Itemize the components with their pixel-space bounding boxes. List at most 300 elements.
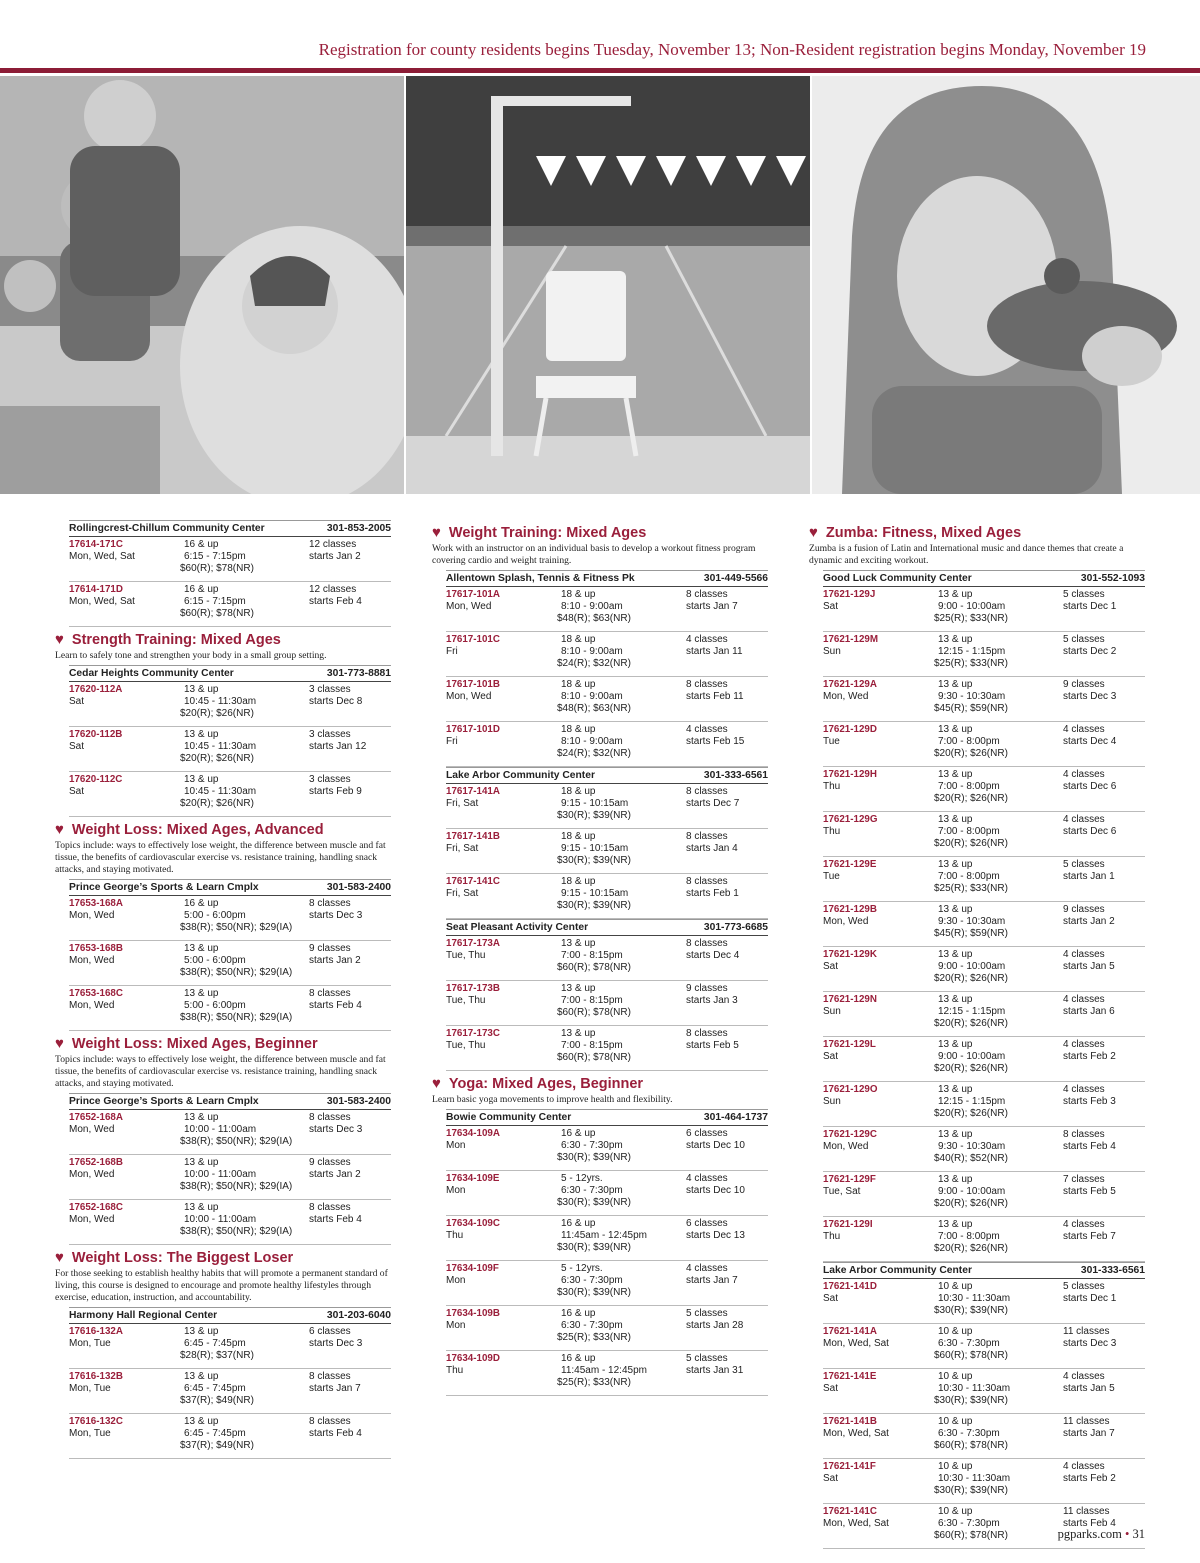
class-code[interactable]: 17620-112A xyxy=(69,684,123,695)
class-code[interactable]: 17617-141B xyxy=(446,831,500,842)
class-time: 10:00 - 11:00am xyxy=(184,1124,257,1135)
class-age: 13 & up xyxy=(184,1371,219,1382)
class-age: 13 & up xyxy=(184,1326,219,1337)
class-start: starts Dec 4 xyxy=(1063,736,1117,747)
class-time: 9:15 - 10:15am xyxy=(561,798,629,809)
class-entry xyxy=(823,1369,1145,1414)
class-code[interactable]: 17621-129B xyxy=(823,904,877,915)
class-count: 9 classes xyxy=(309,1157,351,1168)
class-fee: $30(R); $39(NR) xyxy=(934,1395,1008,1406)
class-fee: $60(R); $78(NR) xyxy=(934,1350,1008,1361)
class-days: Tue xyxy=(823,736,840,747)
class-count: 8 classes xyxy=(686,831,728,842)
class-age: 5 - 12yrs. xyxy=(561,1173,603,1184)
class-code[interactable]: 17621-129G xyxy=(823,814,878,825)
class-fee: $60(R); $78(NR) xyxy=(934,1530,1008,1541)
class-entry xyxy=(446,1306,768,1351)
class-age: 13 & up xyxy=(184,774,219,785)
heart-icon: ♥ xyxy=(432,1075,441,1092)
class-entry xyxy=(446,936,768,981)
class-age: 13 & up xyxy=(938,634,973,645)
venue-block xyxy=(446,570,768,767)
class-days: Mon xyxy=(446,1140,466,1151)
class-code[interactable]: 17621-141D xyxy=(823,1281,877,1292)
class-fee: $30(R); $39(NR) xyxy=(934,1305,1008,1316)
section-title xyxy=(55,1035,391,1052)
class-age: 13 & up xyxy=(561,1028,596,1039)
venue-name: Lake Arbor Community Center xyxy=(446,770,595,781)
class-fee: $60(R); $78(NR) xyxy=(180,563,254,574)
venue-header xyxy=(823,1263,1145,1279)
class-start: starts Feb 4 xyxy=(309,1000,362,1011)
class-start: starts Jan 28 xyxy=(686,1320,744,1331)
class-code[interactable]: 17653-168B xyxy=(69,943,123,954)
header-rule xyxy=(0,68,1200,73)
class-code[interactable]: 17621-129J xyxy=(823,589,876,600)
class-fee: $20(R); $26(NR) xyxy=(934,1108,1008,1119)
class-code[interactable]: 17614-171D xyxy=(69,584,123,595)
class-days: Fri, Sat xyxy=(446,843,479,854)
class-entry xyxy=(69,896,391,941)
class-time: 9:00 - 10:00am xyxy=(938,1186,1006,1197)
class-count: 12 classes xyxy=(309,584,357,595)
venue-block xyxy=(69,665,391,817)
class-time: 11:45am - 12:45pm xyxy=(561,1365,647,1376)
class-fee: $38(R); $50(NR); $29(IA) xyxy=(180,1136,293,1147)
venue-block xyxy=(446,1109,768,1396)
class-days: Mon, Wed xyxy=(69,1000,115,1011)
class-age: 13 & up xyxy=(938,769,973,780)
class-age: 13 & up xyxy=(938,1174,973,1185)
class-days: Sat xyxy=(823,1473,839,1484)
class-count: 3 classes xyxy=(309,774,351,785)
class-start: starts Dec 2 xyxy=(1063,646,1117,657)
class-days: Sat xyxy=(69,741,85,752)
class-days: Sat xyxy=(823,961,839,972)
class-fee: $38(R); $50(NR); $29(IA) xyxy=(180,1226,293,1237)
class-entry xyxy=(823,1082,1145,1127)
class-time: 7:00 - 8:00pm xyxy=(938,736,1000,747)
class-age: 13 & up xyxy=(184,1112,219,1123)
class-start: starts Feb 15 xyxy=(686,736,745,747)
class-code[interactable]: 17652-168B xyxy=(69,1157,123,1168)
class-days: Sun xyxy=(823,1096,841,1107)
class-count: 8 classes xyxy=(309,988,351,999)
class-entry xyxy=(69,1200,391,1245)
class-age: 13 & up xyxy=(938,904,973,915)
class-code[interactable]: 17616-132B xyxy=(69,1371,123,1382)
class-time: 8:10 - 9:00am xyxy=(561,691,623,702)
class-count: 4 classes xyxy=(1063,949,1105,960)
class-code[interactable]: 17621-129I xyxy=(823,1219,873,1230)
section-title xyxy=(432,524,768,541)
class-days: Tue, Thu xyxy=(446,995,486,1006)
class-days: Mon, Wed xyxy=(69,955,115,966)
class-count: 9 classes xyxy=(1063,904,1105,915)
class-count: 5 classes xyxy=(1063,859,1105,870)
venue-block xyxy=(823,1262,1145,1549)
class-entry xyxy=(69,582,391,627)
class-code[interactable]: 17621-129O xyxy=(823,1084,878,1095)
class-count: 4 classes xyxy=(1063,1371,1105,1382)
class-code[interactable]: 17621-141A xyxy=(823,1326,877,1337)
class-entry xyxy=(823,1217,1145,1262)
class-days: Tue, Sat xyxy=(823,1186,861,1197)
venue-name: Allentown Splash, Tennis & Fitness Pk xyxy=(446,573,635,584)
class-code[interactable]: 17621-129F xyxy=(823,1174,876,1185)
class-fee: $30(R); $39(NR) xyxy=(557,900,631,911)
class-entry xyxy=(823,902,1145,947)
class-age: 10 & up xyxy=(938,1506,973,1517)
section-title xyxy=(809,524,1145,541)
class-code[interactable]: 17621-129E xyxy=(823,859,877,870)
class-days: Mon, Tue xyxy=(69,1338,111,1349)
class-time: 7:00 - 8:00pm xyxy=(938,871,1000,882)
class-days: Mon, Wed xyxy=(823,691,869,702)
class-time: 11:45am - 12:45pm xyxy=(561,1230,647,1241)
class-start: starts Feb 7 xyxy=(1063,1231,1116,1242)
venue-phone: 301-773-6685 xyxy=(703,922,768,933)
class-age: 13 & up xyxy=(561,983,596,994)
class-time: 12:15 - 1:15pm xyxy=(938,1096,1006,1107)
class-start: starts Jan 5 xyxy=(1063,1383,1115,1394)
class-code[interactable]: 17621-141C xyxy=(823,1506,877,1517)
class-days: Tue xyxy=(823,871,840,882)
class-entry xyxy=(446,784,768,829)
class-start: starts Dec 3 xyxy=(309,910,363,921)
class-code[interactable]: 17617-101D xyxy=(446,724,500,735)
class-fee: $25(R); $33(NR) xyxy=(934,658,1008,669)
section-title-text: Weight Loss: The Biggest Loser xyxy=(71,1249,294,1266)
class-time: 5:00 - 6:00pm xyxy=(184,955,246,966)
class-age: 13 & up xyxy=(938,994,973,1005)
class-code[interactable]: 17621-141E xyxy=(823,1371,877,1382)
venue-phone: 301-853-2005 xyxy=(326,523,391,534)
class-age: 13 & up xyxy=(938,1039,973,1050)
photo-craft-activity xyxy=(0,76,404,494)
class-count: 4 classes xyxy=(1063,994,1105,1005)
class-days: Sat xyxy=(823,601,839,612)
class-code[interactable]: 17620-112C xyxy=(69,774,123,785)
class-fee: $25(R); $33(NR) xyxy=(557,1377,631,1388)
class-fee: $20(R); $26(NR) xyxy=(180,708,254,719)
class-code[interactable]: 17652-168C xyxy=(69,1202,123,1213)
section-title-text: Zumba: Fitness, Mixed Ages xyxy=(825,524,1022,541)
class-time: 9:00 - 10:00am xyxy=(938,601,1006,612)
class-time: 9:30 - 10:30am xyxy=(938,1141,1006,1152)
class-fee: $48(R); $63(NR) xyxy=(557,703,631,714)
class-age: 16 & up xyxy=(561,1128,596,1139)
class-time: 12:15 - 1:15pm xyxy=(938,1006,1006,1017)
class-code[interactable]: 17617-101A xyxy=(446,589,500,600)
class-fee: $20(R); $26(NR) xyxy=(934,748,1008,759)
class-time: 6:30 - 7:30pm xyxy=(561,1140,623,1151)
class-fee: $25(R); $33(NR) xyxy=(934,613,1008,624)
class-start: starts Jan 5 xyxy=(1063,961,1115,972)
class-code[interactable]: 17652-168A xyxy=(69,1112,123,1123)
class-days: Mon, Wed xyxy=(823,916,869,927)
class-fee: $30(R); $39(NR) xyxy=(557,1197,631,1208)
venue-header xyxy=(446,768,768,784)
class-age: 16 & up xyxy=(561,1353,596,1364)
class-code[interactable]: 17617-173B xyxy=(446,983,500,994)
class-time: 10:00 - 11:00am xyxy=(184,1169,257,1180)
class-code[interactable]: 17617-141A xyxy=(446,786,500,797)
class-entry xyxy=(446,1216,768,1261)
class-code[interactable]: 17621-129A xyxy=(823,679,877,690)
class-days: Mon, Wed xyxy=(69,910,115,921)
class-time: 8:10 - 9:00am xyxy=(561,601,623,612)
class-count: 6 classes xyxy=(686,1128,728,1139)
section-title xyxy=(432,1075,768,1092)
class-age: 13 & up xyxy=(184,988,219,999)
class-entry xyxy=(446,829,768,874)
venue-name: Prince George’s Sports & Learn Cmplx xyxy=(69,1096,259,1107)
class-entry xyxy=(69,1155,391,1200)
class-time: 9:15 - 10:15am xyxy=(561,843,629,854)
class-time: 7:00 - 8:00pm xyxy=(938,826,1000,837)
venue-phone: 301-464-1737 xyxy=(703,1112,768,1123)
venue-name: Rollingcrest-Chillum Community Center xyxy=(69,523,265,534)
class-age: 16 & up xyxy=(184,584,219,595)
class-start: starts Feb 5 xyxy=(1063,1186,1116,1197)
class-count: 4 classes xyxy=(686,1263,728,1274)
class-days: Mon, Wed xyxy=(823,1141,869,1152)
section-description: Learn to safely tone and strengthen your body in a small group setting. xyxy=(55,650,327,661)
class-fee: $60(R); $78(NR) xyxy=(934,1440,1008,1451)
class-code[interactable]: 17634-109E xyxy=(446,1173,500,1184)
class-code[interactable]: 17653-168C xyxy=(69,988,123,999)
class-code[interactable]: 17634-109F xyxy=(446,1263,499,1274)
class-code[interactable]: 17634-109A xyxy=(446,1128,500,1139)
class-code[interactable]: 17616-132C xyxy=(69,1416,123,1427)
class-code[interactable]: 17634-109B xyxy=(446,1308,500,1319)
class-count: 5 classes xyxy=(686,1353,728,1364)
class-start: starts Feb 4 xyxy=(309,596,362,607)
class-fee: $24(R); $32(NR) xyxy=(557,658,631,669)
class-fee: $20(R); $26(NR) xyxy=(934,1243,1008,1254)
class-fee: $45(R); $59(NR) xyxy=(934,703,1008,714)
class-start: starts Jan 4 xyxy=(686,843,738,854)
class-entry xyxy=(446,677,768,722)
class-code[interactable]: 17653-168A xyxy=(69,898,123,909)
class-entry xyxy=(446,1026,768,1071)
class-code[interactable]: 17617-173C xyxy=(446,1028,500,1039)
class-days: Thu xyxy=(823,1231,841,1242)
class-code[interactable]: 17617-173A xyxy=(446,938,500,949)
class-entry xyxy=(446,722,768,767)
class-start: starts Jan 7 xyxy=(1063,1428,1115,1439)
class-time: 7:00 - 8:15pm xyxy=(561,995,623,1006)
class-time: 10:30 - 11:30am xyxy=(938,1383,1011,1394)
class-start: starts Dec 10 xyxy=(686,1185,745,1196)
class-entry xyxy=(69,1369,391,1414)
section-title xyxy=(55,631,391,648)
class-age: 10 & up xyxy=(938,1281,973,1292)
class-start: starts Jan 7 xyxy=(309,1383,361,1394)
class-count: 3 classes xyxy=(309,684,351,695)
class-fee: $38(R); $50(NR); $29(IA) xyxy=(180,922,293,933)
venue-name: Bowie Community Center xyxy=(446,1112,572,1123)
class-code[interactable]: 17617-101C xyxy=(446,634,500,645)
class-entry xyxy=(823,1414,1145,1459)
class-code[interactable]: 17634-109D xyxy=(446,1353,500,1364)
column-1 xyxy=(55,520,391,1459)
class-count: 4 classes xyxy=(1063,769,1105,780)
class-days: Sun xyxy=(823,1006,841,1017)
column-2 xyxy=(432,520,768,1396)
class-code[interactable]: 17621-141B xyxy=(823,1416,877,1427)
class-fee: $60(R); $78(NR) xyxy=(557,1052,631,1063)
class-entry xyxy=(446,1171,768,1216)
class-entry xyxy=(446,587,768,632)
class-code[interactable]: 17621-129N xyxy=(823,994,877,1005)
venue-header xyxy=(446,571,768,587)
class-code[interactable]: 17621-129M xyxy=(823,634,879,645)
class-days: Mon, Wed xyxy=(69,1214,115,1225)
class-fee: $30(R); $39(NR) xyxy=(557,1242,631,1253)
class-code[interactable]: 17616-132A xyxy=(69,1326,123,1337)
class-entry xyxy=(823,1459,1145,1504)
heart-icon: ♥ xyxy=(55,1035,64,1052)
class-entry xyxy=(69,1414,391,1459)
section-title xyxy=(55,1249,391,1266)
class-count: 8 classes xyxy=(686,679,728,690)
class-fee: $38(R); $50(NR); $29(IA) xyxy=(180,1181,293,1192)
class-time: 5:00 - 6:00pm xyxy=(184,910,246,921)
class-code[interactable]: 17634-109C xyxy=(446,1218,500,1229)
class-entry xyxy=(69,986,391,1031)
class-start: starts Feb 4 xyxy=(309,1428,362,1439)
class-entry xyxy=(823,947,1145,992)
class-age: 13 & up xyxy=(938,814,973,825)
class-time: 7:00 - 8:15pm xyxy=(561,950,623,961)
class-age: 18 & up xyxy=(561,876,596,887)
photo-snake-handler xyxy=(812,76,1200,494)
class-count: 4 classes xyxy=(1063,1219,1105,1230)
class-time: 8:10 - 9:00am xyxy=(561,736,623,747)
class-age: 13 & up xyxy=(184,729,219,740)
class-days: Mon xyxy=(446,1275,466,1286)
class-start: starts Jan 31 xyxy=(686,1365,744,1376)
class-entry xyxy=(823,857,1145,902)
class-entry xyxy=(446,1351,768,1396)
class-count: 9 classes xyxy=(309,943,351,954)
class-count: 4 classes xyxy=(686,634,728,645)
class-fee: $20(R); $26(NR) xyxy=(934,973,1008,984)
footer-separator: • xyxy=(1124,1527,1130,1541)
venue-block xyxy=(69,520,391,627)
class-days: Sat xyxy=(69,786,85,797)
class-entry xyxy=(823,812,1145,857)
venue-header xyxy=(823,571,1145,587)
column-3 xyxy=(809,520,1145,1549)
class-code[interactable]: 17617-141C xyxy=(446,876,500,887)
class-count: 11 classes xyxy=(1063,1326,1110,1337)
class-code[interactable]: 17621-129H xyxy=(823,769,877,780)
venue-header xyxy=(446,920,768,936)
venue-name: Seat Pleasant Activity Center xyxy=(446,922,589,933)
class-code[interactable]: 17621-129C xyxy=(823,1129,877,1140)
class-entry xyxy=(823,1127,1145,1172)
class-code[interactable]: 17621-141F xyxy=(823,1461,876,1472)
class-code[interactable]: 17621-129D xyxy=(823,724,877,735)
section-title-text: Strength Training: Mixed Ages xyxy=(71,631,281,648)
venue-name: Cedar Heights Community Center xyxy=(69,668,234,679)
class-days: Sat xyxy=(823,1293,839,1304)
class-days: Thu xyxy=(823,826,841,837)
class-start: starts Feb 4 xyxy=(1063,1518,1116,1529)
class-time: 10:30 - 11:30am xyxy=(938,1473,1011,1484)
venue-block xyxy=(446,767,768,919)
class-start: starts Jan 7 xyxy=(686,1275,738,1286)
section-description: Zumba is a fusion of Latin and International music and dance themes that create a dynamic and exciting workout. xyxy=(809,543,1124,566)
class-entry xyxy=(446,1261,768,1306)
class-time: 8:10 - 9:00am xyxy=(561,646,623,657)
class-fee: $37(R); $49(NR) xyxy=(180,1395,254,1406)
class-entry xyxy=(823,1324,1145,1369)
class-fee: $38(R); $50(NR); $29(IA) xyxy=(180,967,293,978)
class-code[interactable]: 17621-129L xyxy=(823,1039,876,1050)
class-count: 4 classes xyxy=(1063,1039,1105,1050)
class-count: 5 classes xyxy=(1063,634,1105,645)
class-entry xyxy=(446,981,768,1026)
class-fee: $20(R); $26(NR) xyxy=(934,838,1008,849)
class-days: Mon, Wed, Sat xyxy=(823,1338,889,1349)
class-count: 6 classes xyxy=(686,1218,728,1229)
heart-icon: ♥ xyxy=(432,524,441,541)
class-start: starts Jan 2 xyxy=(309,1169,361,1180)
class-entry xyxy=(823,587,1145,632)
class-fee: $30(R); $39(NR) xyxy=(557,855,631,866)
class-age: 10 & up xyxy=(938,1326,973,1337)
class-days: Tue, Thu xyxy=(446,950,486,961)
class-count: 4 classes xyxy=(1063,724,1105,735)
class-age: 18 & up xyxy=(561,724,596,735)
venue-header xyxy=(446,1110,768,1126)
class-days: Sat xyxy=(69,696,85,707)
class-code[interactable]: 17620-112B xyxy=(69,729,123,740)
class-entry xyxy=(446,632,768,677)
heart-icon: ♥ xyxy=(809,524,818,541)
class-days: Mon xyxy=(446,1320,466,1331)
venue-phone: 301-203-6040 xyxy=(326,1310,391,1321)
class-age: 13 & up xyxy=(184,1157,219,1168)
class-entry xyxy=(823,722,1145,767)
class-count: 9 classes xyxy=(1063,679,1105,690)
class-fee: $40(R); $52(NR) xyxy=(934,1153,1008,1164)
class-time: 6:45 - 7:45pm xyxy=(184,1383,246,1394)
class-days: Sun xyxy=(823,646,841,657)
class-time: 9:00 - 10:00am xyxy=(938,1051,1006,1062)
class-code[interactable]: 17614-171C xyxy=(69,539,123,550)
class-fee: $20(R); $26(NR) xyxy=(934,1063,1008,1074)
class-count: 4 classes xyxy=(1063,814,1105,825)
class-time: 10:45 - 11:30am xyxy=(184,786,257,797)
class-time: 9:30 - 10:30am xyxy=(938,691,1006,702)
class-start: starts Feb 3 xyxy=(1063,1096,1116,1107)
class-code[interactable]: 17617-101B xyxy=(446,679,500,690)
class-days: Fri xyxy=(446,646,458,657)
class-count: 11 classes xyxy=(1063,1416,1110,1427)
class-fee: $60(R); $78(NR) xyxy=(557,962,631,973)
class-entry xyxy=(69,1324,391,1369)
class-age: 13 & up xyxy=(938,949,973,960)
class-start: starts Dec 3 xyxy=(309,1338,363,1349)
class-time: 6:45 - 7:45pm xyxy=(184,1428,246,1439)
class-code[interactable]: 17621-129K xyxy=(823,949,877,960)
class-count: 8 classes xyxy=(686,589,728,600)
